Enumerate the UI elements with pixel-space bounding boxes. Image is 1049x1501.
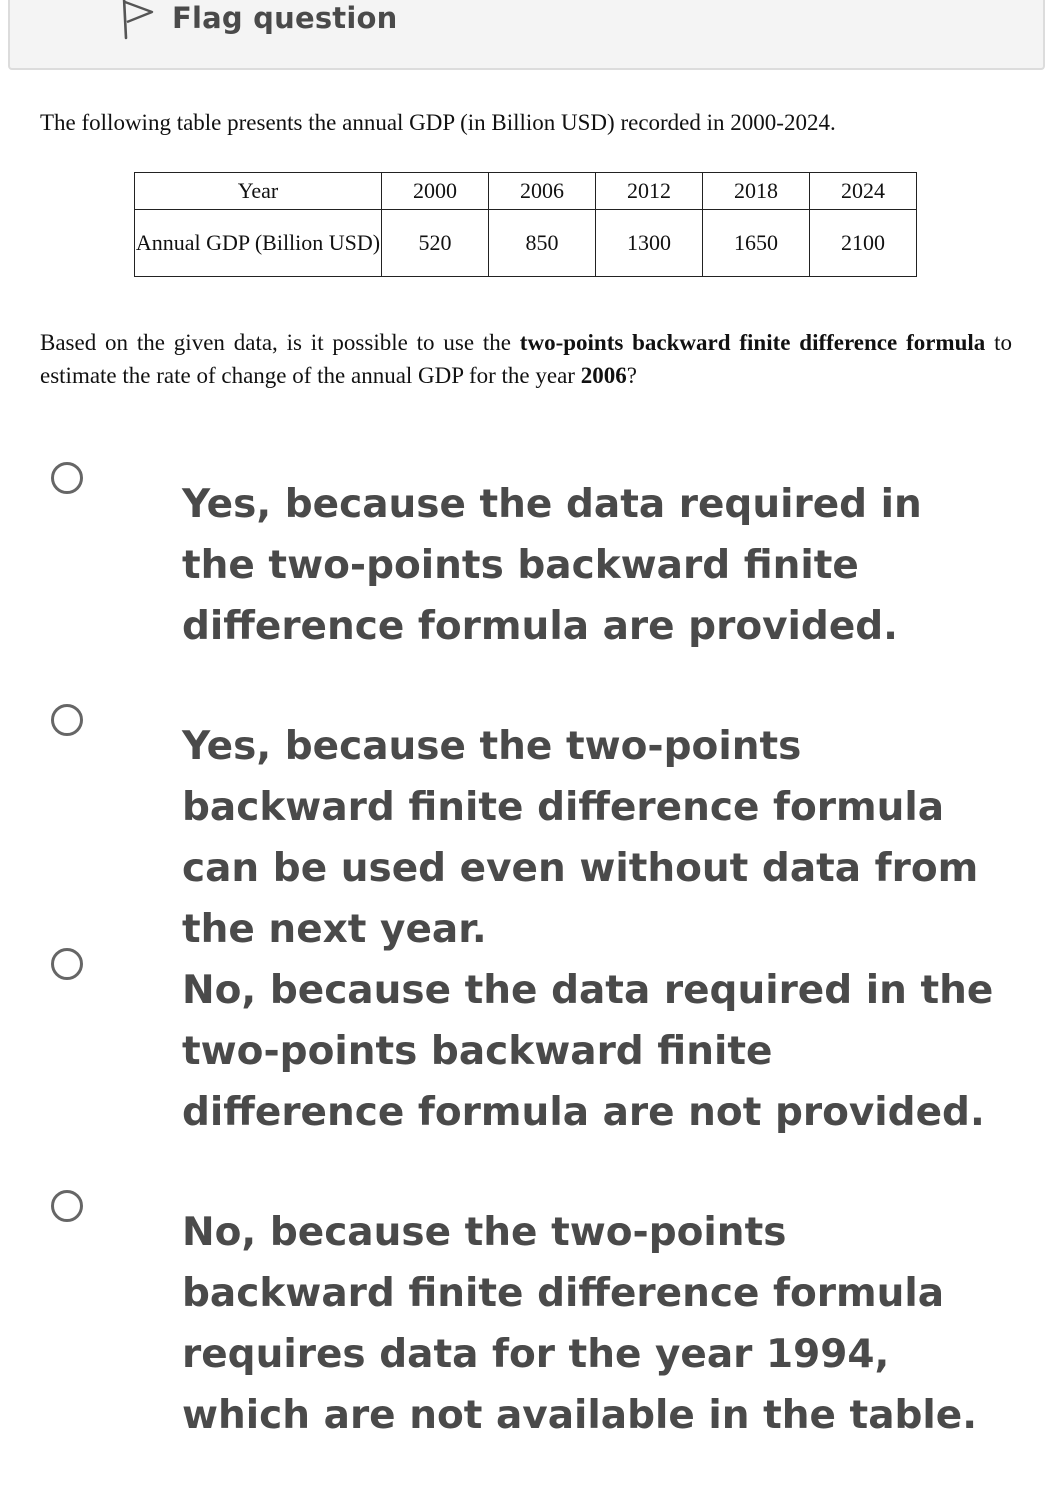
answer-option-label: Yes, because the two-points backward finite difference formula can be used even without data from the next year.: [182, 724, 979, 952]
flag-icon: [120, 0, 156, 40]
answer-option-label: No, because the data required in the two-points backward finite difference formula are not provided.: [182, 968, 994, 1135]
table-cell-gdp: 1300: [596, 210, 703, 277]
radio-button[interactable]: [51, 704, 83, 736]
table-cell-year: 2012: [596, 173, 703, 210]
table-cell-year: 2018: [703, 173, 810, 210]
flag-question-button[interactable]: [120, 0, 397, 44]
table-cell-gdp: 520: [382, 210, 489, 277]
table-cell-year: 2024: [810, 173, 917, 210]
prompt-emphasis: two-points backward finite difference formula: [519, 330, 986, 355]
table-cell-year: 2006: [489, 173, 596, 210]
prompt-text: Based on the given data, is it possible to use the: [40, 330, 520, 355]
question-prompt: [40, 326, 1012, 392]
table-row-header: Year: [135, 173, 382, 210]
table-row-header: Annual GDP (Billion USD): [135, 210, 382, 277]
question-intro: The following table presents the annual GDP (in Billion USD) recorded in 2000-2024.: [40, 110, 836, 135]
radio-button[interactable]: [51, 948, 83, 980]
table-cell-gdp: 850: [489, 210, 596, 277]
radio-button[interactable]: [51, 1190, 83, 1222]
answer-option-label: Yes, because the data required in the two-points backward finite difference formula are provided.: [182, 482, 922, 649]
answer-option-label: No, because the two-points backward finite difference formula requires data for the year 1994, which are not available in the table.: [182, 1210, 978, 1438]
table-row: [135, 173, 917, 210]
gdp-table: [134, 172, 917, 277]
radio-button[interactable]: [51, 462, 83, 494]
table-cell-year: 2000: [382, 173, 489, 210]
table-cell-gdp: 2100: [810, 210, 917, 277]
prompt-emphasis: 2006: [580, 363, 627, 388]
table-cell-gdp: 1650: [703, 210, 810, 277]
prompt-text: to estimate the rate of change of the annual GDP for the year: [40, 330, 1013, 388]
prompt-text: ?: [626, 363, 637, 388]
flag-question-label: Flag question: [172, 1, 398, 35]
table-row: [135, 210, 917, 277]
